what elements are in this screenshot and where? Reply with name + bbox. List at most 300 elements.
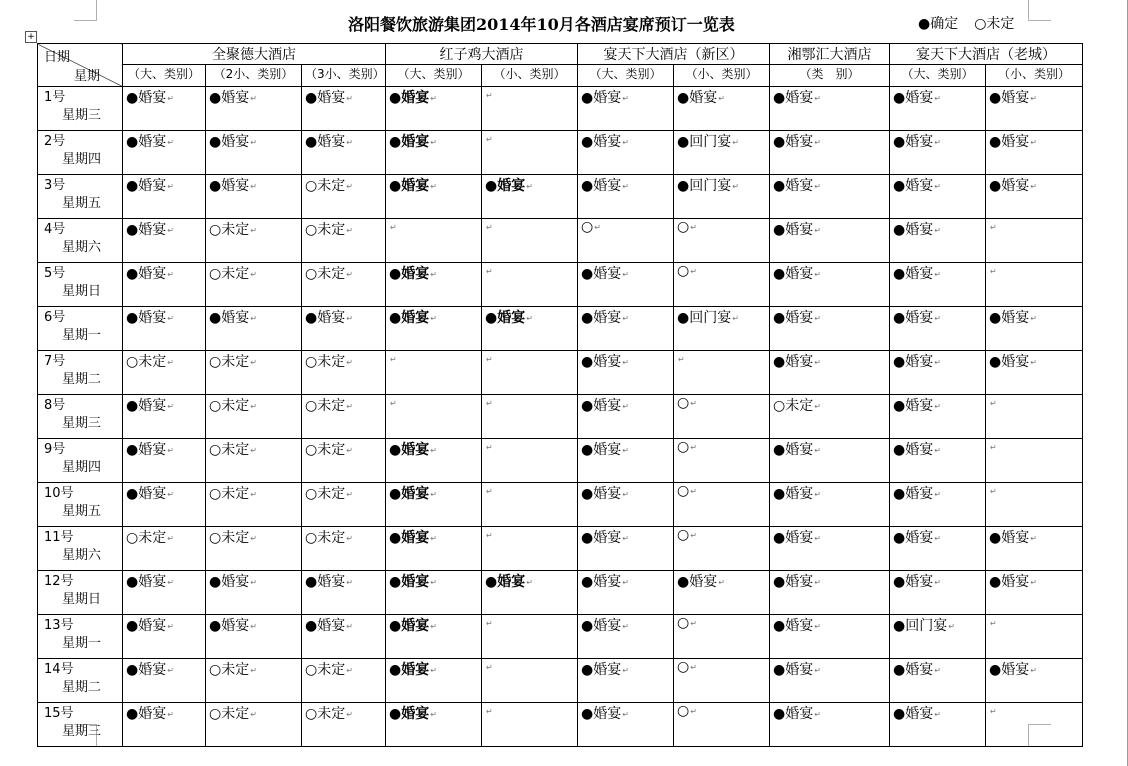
booking-cell[interactable] — [674, 175, 770, 219]
booking-status: ○ — [677, 395, 690, 411]
booking-status: ○未定 — [209, 706, 250, 722]
booking-cell[interactable] — [482, 263, 578, 307]
legend — [918, 13, 1030, 33]
booking-status: ○未定 — [126, 530, 167, 546]
cell-end-mark-icon: ↵ — [167, 490, 174, 499]
booking-cell[interactable] — [770, 659, 890, 703]
booking-cell[interactable] — [206, 87, 302, 131]
booking-cell[interactable] — [890, 439, 986, 483]
table-row — [38, 395, 1083, 439]
booking-cell[interactable] — [674, 527, 770, 571]
weekday-label: 星期三 — [62, 108, 102, 123]
cell-end-mark-icon: ↵ — [250, 358, 257, 367]
booking-cell[interactable] — [674, 87, 770, 131]
date-cell[interactable] — [38, 263, 123, 307]
table-row — [38, 175, 1083, 219]
cell-end-mark-icon: ↵ — [430, 94, 437, 103]
booking-cell[interactable] — [302, 571, 386, 615]
booking-status: ●婚宴 — [389, 530, 430, 546]
booking-cell[interactable] — [386, 659, 482, 703]
booking-cell[interactable] — [578, 571, 674, 615]
booking-status: ●婚宴 — [773, 310, 814, 326]
cell-end-mark-icon: ↵ — [486, 355, 493, 364]
cell-end-mark-icon: ↵ — [1030, 314, 1037, 323]
booking-cell[interactable] — [890, 527, 986, 571]
cell-end-mark-icon: ↵ — [934, 710, 941, 719]
cell-end-mark-icon: ↵ — [167, 94, 174, 103]
weekday-label: 星期六 — [62, 240, 102, 255]
booking-cell[interactable] — [482, 615, 578, 659]
booking-cell[interactable] — [123, 219, 206, 263]
booking-status: ●婚宴 — [389, 706, 430, 722]
booking-cell[interactable] — [386, 439, 482, 483]
booking-cell[interactable] — [386, 703, 482, 747]
booking-status: ●婚宴 — [389, 486, 430, 502]
booking-cell[interactable] — [578, 615, 674, 659]
booking-status: ○未定 — [305, 662, 346, 678]
booking-cell[interactable] — [482, 87, 578, 131]
booking-status: ○未定 — [209, 222, 250, 238]
booking-cell[interactable] — [770, 483, 890, 527]
booking-status: ●婚宴 — [989, 90, 1030, 106]
cell-end-mark-icon: ↵ — [430, 666, 437, 675]
booking-status: ●婚宴 — [485, 310, 526, 326]
date-cell[interactable] — [38, 131, 123, 175]
booking-cell[interactable] — [302, 395, 386, 439]
booking-cell[interactable] — [578, 527, 674, 571]
booking-cell[interactable] — [770, 351, 890, 395]
booking-cell[interactable] — [578, 659, 674, 703]
booking-status: ●婚宴 — [126, 574, 167, 590]
booking-status: ●婚宴 — [209, 618, 250, 634]
crop-mark-top-right — [1028, 0, 1051, 21]
date-label: 10号 — [44, 486, 74, 501]
booking-cell[interactable] — [986, 307, 1083, 351]
cell-end-mark-icon: ↵ — [250, 226, 257, 235]
booking-cell[interactable] — [386, 219, 482, 263]
booking-cell[interactable] — [986, 351, 1083, 395]
cell-end-mark-icon: ↵ — [814, 402, 821, 411]
date-cell[interactable] — [38, 307, 123, 351]
cell-end-mark-icon: ↵ — [430, 534, 437, 543]
booking-cell[interactable] — [206, 219, 302, 263]
table-row — [38, 131, 1083, 175]
booking-status: ●婚宴 — [126, 662, 167, 678]
cell-end-mark-icon: ↵ — [814, 182, 821, 191]
booking-cell[interactable] — [770, 439, 890, 483]
booking-status: ○未定 — [305, 266, 346, 282]
booking-cell[interactable] — [578, 703, 674, 747]
booking-cell[interactable] — [206, 175, 302, 219]
cell-end-mark-icon: ↵ — [990, 223, 997, 232]
booking-cell[interactable] — [890, 483, 986, 527]
cell-end-mark-icon: ↵ — [814, 710, 821, 719]
booking-cell[interactable] — [578, 263, 674, 307]
booking-cell[interactable] — [482, 395, 578, 439]
booking-status: ●婚宴 — [126, 178, 167, 194]
booking-cell[interactable] — [206, 351, 302, 395]
booking-cell[interactable] — [386, 351, 482, 395]
booking-cell[interactable] — [206, 571, 302, 615]
cell-end-mark-icon: ↵ — [990, 619, 997, 628]
booking-cell[interactable] — [123, 263, 206, 307]
booking-cell[interactable] — [770, 131, 890, 175]
booking-status: ●婚宴 — [773, 530, 814, 546]
booking-cell[interactable] — [206, 263, 302, 307]
cell-end-mark-icon: ↵ — [690, 707, 697, 716]
cell-end-mark-icon: ↵ — [486, 399, 493, 408]
header-date-label: 日期 — [44, 50, 71, 65]
booking-cell[interactable] — [674, 351, 770, 395]
booking-cell[interactable] — [986, 483, 1083, 527]
booking-cell[interactable] — [578, 175, 674, 219]
booking-status: ●婚宴 — [126, 222, 167, 238]
booking-cell[interactable] — [123, 175, 206, 219]
booking-cell[interactable] — [674, 703, 770, 747]
cell-end-mark-icon: ↵ — [250, 182, 257, 191]
booking-cell[interactable] — [302, 263, 386, 307]
booking-cell[interactable] — [386, 263, 482, 307]
cell-end-mark-icon: ↵ — [934, 182, 941, 191]
booking-cell[interactable] — [674, 483, 770, 527]
booking-cell[interactable] — [302, 131, 386, 175]
date-cell[interactable] — [38, 615, 123, 659]
booking-status: ●婚宴 — [581, 442, 622, 458]
cell-end-mark-icon: ↵ — [690, 531, 697, 540]
booking-cell[interactable] — [123, 351, 206, 395]
booking-cell[interactable] — [482, 483, 578, 527]
booking-cell[interactable] — [770, 571, 890, 615]
cell-end-mark-icon: ↵ — [346, 490, 353, 499]
booking-cell[interactable] — [123, 615, 206, 659]
booking-cell[interactable] — [986, 263, 1083, 307]
date-cell[interactable] — [38, 571, 123, 615]
booking-status: ○ — [677, 615, 690, 631]
booking-cell[interactable] — [123, 395, 206, 439]
booking-cell[interactable] — [482, 703, 578, 747]
cell-end-mark-icon: ↵ — [486, 707, 493, 716]
booking-status: ○ — [677, 527, 690, 543]
date-cell[interactable] — [38, 659, 123, 703]
booking-cell[interactable] — [890, 219, 986, 263]
cell-end-mark-icon: ↵ — [1030, 182, 1037, 191]
legend-confirmed: ●确定 — [918, 16, 959, 32]
date-label: 2号 — [44, 134, 66, 149]
cell-end-mark-icon: ↵ — [346, 94, 353, 103]
booking-cell[interactable] — [123, 527, 206, 571]
booking-cell[interactable] — [674, 615, 770, 659]
weekday-label: 星期一 — [62, 636, 102, 651]
date-label: 14号 — [44, 662, 74, 677]
booking-cell[interactable] — [302, 307, 386, 351]
booking-cell[interactable] — [986, 219, 1083, 263]
booking-cell[interactable] — [386, 527, 482, 571]
booking-cell[interactable] — [674, 131, 770, 175]
booking-status: ●婚宴 — [773, 178, 814, 194]
booking-status: ●婚宴 — [989, 530, 1030, 546]
booking-cell[interactable] — [890, 659, 986, 703]
booking-cell[interactable] — [770, 395, 890, 439]
booking-cell[interactable] — [482, 571, 578, 615]
booking-cell[interactable] — [770, 615, 890, 659]
header-hotel-2: 红子鸡大酒店 — [386, 44, 578, 65]
booking-cell[interactable] — [986, 659, 1083, 703]
table-row — [38, 615, 1083, 659]
cell-end-mark-icon: ↵ — [167, 666, 174, 675]
cell-end-mark-icon: ↵ — [486, 531, 493, 540]
booking-cell[interactable] — [206, 439, 302, 483]
table-row — [38, 263, 1083, 307]
cell-end-mark-icon: ↵ — [934, 270, 941, 279]
date-cell[interactable] — [38, 87, 123, 131]
booking-cell[interactable] — [386, 395, 482, 439]
header-corner — [38, 44, 123, 87]
booking-cell[interactable] — [123, 131, 206, 175]
booking-cell[interactable] — [302, 615, 386, 659]
booking-cell[interactable] — [302, 175, 386, 219]
booking-cell[interactable] — [674, 219, 770, 263]
booking-status: ●婚宴 — [209, 134, 250, 150]
cell-end-mark-icon: ↵ — [430, 446, 437, 455]
cell-end-mark-icon: ↵ — [346, 138, 353, 147]
booking-cell[interactable] — [770, 307, 890, 351]
booking-status: ○未定 — [305, 486, 346, 502]
cell-end-mark-icon: ↵ — [990, 487, 997, 496]
booking-status: ●婚宴 — [126, 706, 167, 722]
booking-cell[interactable] — [674, 263, 770, 307]
booking-status: ●婚宴 — [773, 662, 814, 678]
booking-cell[interactable] — [302, 351, 386, 395]
cell-end-mark-icon: ↵ — [346, 182, 353, 191]
weekday-label: 星期日 — [62, 592, 102, 607]
booking-cell[interactable] — [578, 439, 674, 483]
booking-cell[interactable] — [482, 659, 578, 703]
booking-status: ●婚宴 — [389, 134, 430, 150]
booking-status: ●婚宴 — [893, 134, 934, 150]
booking-cell[interactable] — [123, 87, 206, 131]
booking-cell[interactable] — [986, 615, 1083, 659]
cell-end-mark-icon: ↵ — [990, 399, 997, 408]
booking-status: ○ — [677, 439, 690, 455]
date-cell[interactable] — [38, 483, 123, 527]
date-cell[interactable] — [38, 439, 123, 483]
booking-cell[interactable] — [386, 571, 482, 615]
booking-cell[interactable] — [206, 615, 302, 659]
booking-cell[interactable] — [578, 87, 674, 131]
booking-cell[interactable] — [986, 395, 1083, 439]
cell-end-mark-icon: ↵ — [814, 446, 821, 455]
header-sub: （类 别） — [770, 65, 890, 87]
booking-status: ●婚宴 — [989, 662, 1030, 678]
booking-status: ●婚宴 — [389, 178, 430, 194]
booking-cell[interactable] — [206, 659, 302, 703]
booking-status: ○未定 — [209, 266, 250, 282]
booking-cell[interactable] — [302, 87, 386, 131]
booking-cell[interactable] — [123, 439, 206, 483]
header-week-label: 星期 — [73, 69, 100, 84]
booking-cell[interactable] — [386, 307, 482, 351]
booking-cell[interactable] — [386, 615, 482, 659]
date-cell[interactable] — [38, 351, 123, 395]
booking-cell[interactable] — [578, 483, 674, 527]
booking-cell[interactable] — [890, 263, 986, 307]
booking-cell[interactable] — [674, 571, 770, 615]
table-row — [38, 219, 1083, 263]
booking-cell[interactable] — [770, 703, 890, 747]
booking-status: ○未定 — [209, 398, 250, 414]
booking-cell[interactable] — [986, 703, 1083, 747]
booking-cell[interactable] — [890, 87, 986, 131]
booking-status: ●回门宴 — [677, 178, 732, 194]
date-cell[interactable] — [38, 219, 123, 263]
cell-end-mark-icon: ↵ — [167, 622, 174, 631]
booking-cell[interactable] — [482, 527, 578, 571]
booking-cell[interactable] — [386, 175, 482, 219]
cell-end-mark-icon: ↵ — [1030, 666, 1037, 675]
booking-cell[interactable] — [770, 175, 890, 219]
booking-status: ●婚宴 — [893, 178, 934, 194]
booking-cell[interactable] — [302, 659, 386, 703]
booking-cell[interactable] — [302, 219, 386, 263]
weekday-label: 星期三 — [62, 416, 102, 431]
booking-cell[interactable] — [674, 395, 770, 439]
date-cell[interactable] — [38, 527, 123, 571]
booking-cell[interactable] — [302, 439, 386, 483]
booking-cell[interactable] — [770, 87, 890, 131]
booking-cell[interactable] — [302, 703, 386, 747]
booking-cell[interactable] — [890, 571, 986, 615]
header-row-categories — [38, 65, 1083, 87]
cell-end-mark-icon: ↵ — [526, 182, 533, 191]
table-row — [38, 659, 1083, 703]
booking-cell[interactable] — [482, 219, 578, 263]
date-cell[interactable] — [38, 395, 123, 439]
booking-status: ●婚宴 — [893, 486, 934, 502]
date-label: 9号 — [44, 442, 66, 457]
booking-cell[interactable] — [986, 175, 1083, 219]
booking-cell[interactable] — [986, 131, 1083, 175]
cell-end-mark-icon: ↵ — [718, 578, 725, 587]
booking-status: ○ — [581, 219, 594, 235]
booking-cell[interactable] — [770, 527, 890, 571]
booking-cell[interactable] — [302, 483, 386, 527]
booking-cell[interactable] — [986, 87, 1083, 131]
cell-end-mark-icon: ↵ — [622, 94, 629, 103]
booking-cell[interactable] — [986, 439, 1083, 483]
booking-status: ○未定 — [209, 442, 250, 458]
cell-end-mark-icon: ↵ — [690, 267, 697, 276]
booking-cell[interactable] — [482, 175, 578, 219]
booking-cell[interactable] — [386, 131, 482, 175]
booking-cell[interactable] — [123, 307, 206, 351]
booking-cell[interactable] — [206, 483, 302, 527]
booking-cell[interactable] — [890, 175, 986, 219]
booking-cell[interactable] — [386, 87, 482, 131]
booking-cell[interactable] — [386, 483, 482, 527]
booking-cell[interactable] — [770, 263, 890, 307]
cell-end-mark-icon: ↵ — [622, 358, 629, 367]
header-sub: （3小、类别） — [302, 65, 386, 87]
booking-status: ○ — [677, 483, 690, 499]
booking-cell[interactable] — [674, 307, 770, 351]
booking-cell[interactable] — [770, 219, 890, 263]
booking-cell[interactable] — [482, 351, 578, 395]
booking-cell[interactable] — [578, 219, 674, 263]
cell-end-mark-icon: ↵ — [690, 399, 697, 408]
booking-cell[interactable] — [123, 703, 206, 747]
date-cell[interactable] — [38, 175, 123, 219]
booking-cell[interactable] — [674, 439, 770, 483]
booking-cell[interactable] — [123, 659, 206, 703]
booking-cell[interactable] — [578, 307, 674, 351]
booking-cell[interactable] — [206, 131, 302, 175]
cell-end-mark-icon: ↵ — [486, 135, 493, 144]
cell-end-mark-icon: ↵ — [346, 402, 353, 411]
cell-end-mark-icon: ↵ — [594, 223, 601, 232]
booking-status: ○未定 — [305, 398, 346, 414]
booking-status: ●婚宴 — [893, 354, 934, 370]
booking-cell[interactable] — [890, 395, 986, 439]
cell-end-mark-icon: ↵ — [390, 399, 397, 408]
booking-cell[interactable] — [890, 351, 986, 395]
cell-end-mark-icon: ↵ — [622, 314, 629, 323]
crop-mark-top-left — [74, 0, 97, 21]
booking-cell[interactable] — [206, 703, 302, 747]
booking-cell[interactable] — [578, 395, 674, 439]
booking-status: ○ — [677, 219, 690, 235]
booking-cell[interactable] — [578, 351, 674, 395]
booking-cell[interactable] — [123, 483, 206, 527]
cell-end-mark-icon: ↵ — [167, 182, 174, 191]
cell-end-mark-icon: ↵ — [814, 314, 821, 323]
booking-status: ○ — [677, 703, 690, 719]
booking-status: ●回门宴 — [677, 134, 732, 150]
booking-table — [37, 43, 1083, 747]
booking-status: ●婚宴 — [773, 266, 814, 282]
booking-cell[interactable] — [206, 395, 302, 439]
booking-cell[interactable] — [674, 659, 770, 703]
date-cell[interactable] — [38, 703, 123, 747]
booking-cell[interactable] — [482, 131, 578, 175]
booking-cell[interactable] — [890, 703, 986, 747]
booking-cell[interactable] — [482, 439, 578, 483]
booking-status: ●婚宴 — [581, 90, 622, 106]
booking-cell[interactable] — [890, 131, 986, 175]
booking-cell[interactable] — [986, 527, 1083, 571]
cell-end-mark-icon: ↵ — [934, 358, 941, 367]
booking-status: ●回门宴 — [893, 618, 948, 634]
booking-cell[interactable] — [206, 527, 302, 571]
booking-cell[interactable] — [578, 131, 674, 175]
cell-end-mark-icon: ↵ — [814, 666, 821, 675]
booking-cell[interactable] — [123, 571, 206, 615]
booking-cell[interactable] — [482, 307, 578, 351]
booking-status: ●婚宴 — [893, 442, 934, 458]
date-label: 12号 — [44, 574, 74, 589]
booking-cell[interactable] — [302, 527, 386, 571]
cell-end-mark-icon: ↵ — [250, 666, 257, 675]
booking-cell[interactable] — [206, 307, 302, 351]
booking-status: ●婚宴 — [209, 574, 250, 590]
booking-status: ○未定 — [305, 222, 346, 238]
cell-end-mark-icon: ↵ — [250, 402, 257, 411]
booking-cell[interactable] — [986, 571, 1083, 615]
table-move-handle-icon[interactable]: + — [25, 31, 37, 43]
booking-status: ●婚宴 — [581, 266, 622, 282]
booking-cell[interactable] — [890, 307, 986, 351]
booking-cell[interactable] — [890, 615, 986, 659]
cell-end-mark-icon: ↵ — [430, 314, 437, 323]
